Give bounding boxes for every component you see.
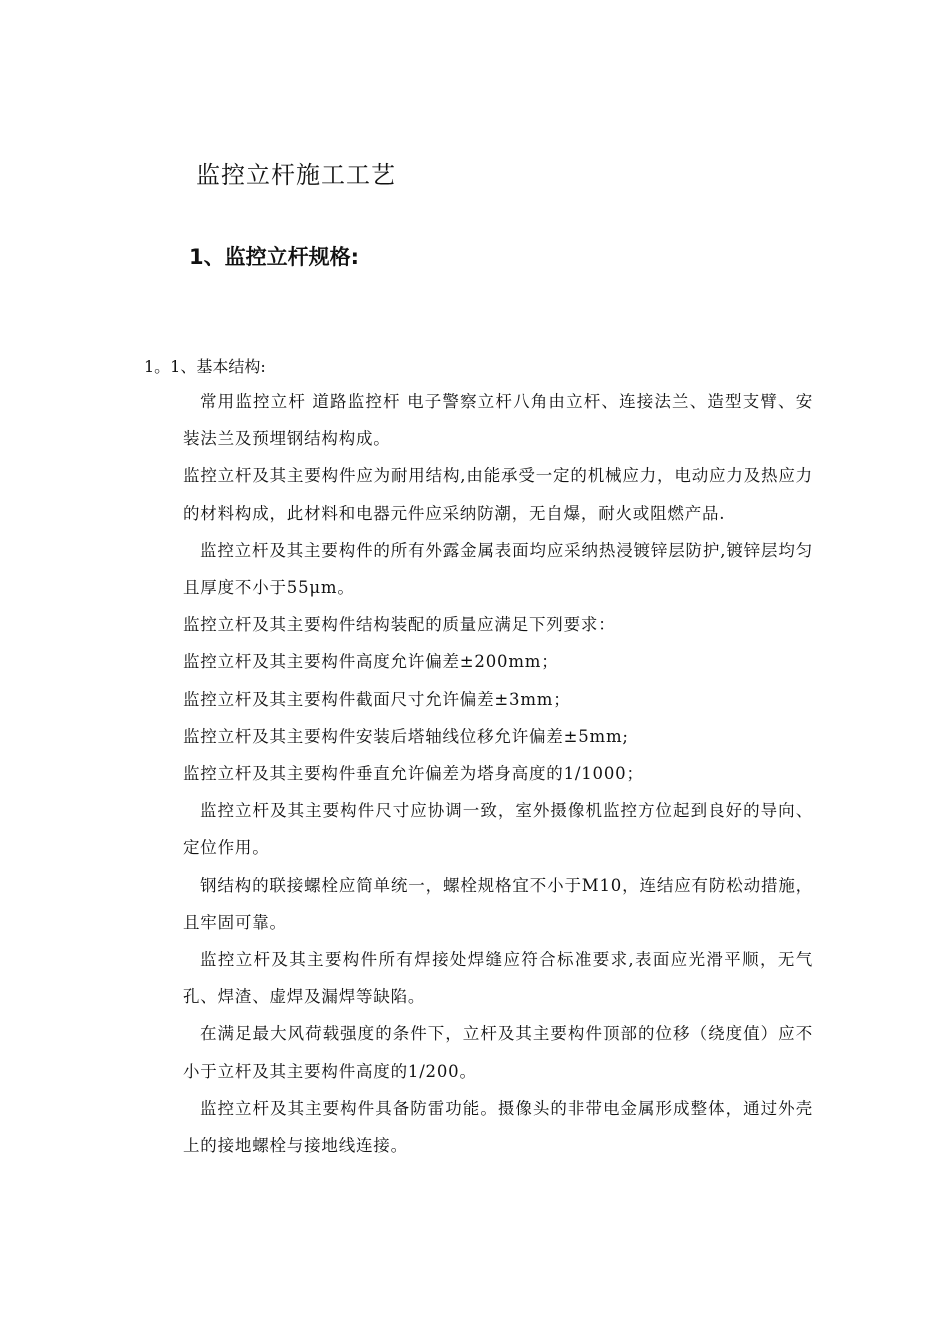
section-heading: 1、监控立杆规格:	[189, 245, 360, 269]
paragraph: 钢结构的联接螺栓应简单统一，螺栓规格宜不小于M10，连结应有防松动措施，且牢固可靠。	[183, 875, 813, 932]
paragraph: 监控立杆及其主要构件的所有外露金属表面均应采纳热浸镀锌层防护,镀锌层均匀且厚度不小于55μm。	[183, 540, 813, 598]
paragraph: 监控立杆及其主要构件垂直允许偏差为塔身高度的1/1000；	[183, 764, 644, 784]
paragraph: 常用监控立杆 道路监控杆 电子警察立杆八角由立杆、连接法兰、造型支臂、安装法兰及预埋钢结构构成。	[183, 392, 813, 449]
paragraph: 监控立杆及其主要构件所有焊接处焊缝应符合标准要求,表面应光滑平顺，无气孔、焊渣、虚焊及漏焊等缺陷。	[183, 950, 813, 1007]
paragraph: 监控立杆及其主要构件结构装配的质量应满足下列要求：	[183, 615, 616, 635]
paragraph: 监控立杆及其主要构件具备防雷功能。摄像头的非带电金属形成整体，通过外壳上的接地螺栓与接地线连接。	[183, 1098, 813, 1156]
paragraph: 监控立杆及其主要构件高度允许偏差±200mm；	[183, 652, 559, 672]
body-text	[183, 383, 813, 1164]
paragraph: 监控立杆及其主要构件尺寸应协调一致，室外摄像机监控方位起到良好的导向、定位作用。	[183, 801, 813, 858]
paragraph: 监控立杆及其主要构件安装后塔轴线位移允许偏差±5mm;	[183, 726, 629, 746]
paragraph: 监控立杆及其主要构件应为耐用结构,由能承受一定的机械应力，电动应力及热应力的材料构成，此材料和电器元件应采纳防潮，无自爆，耐火或阻燃产品.	[183, 466, 813, 523]
paragraph: 监控立杆及其主要构件截面尺寸允许偏差±3mm；	[183, 689, 571, 709]
paragraph: 在满足最大风荷载强度的条件下，立杆及其主要构件顶部的位移（绕度值）应不小于立杆及其主要构件高度的1/200。	[183, 1024, 813, 1081]
subsection-heading: 1。1、基本结构:	[144, 357, 266, 376]
document-title: 监控立杆施工工艺	[196, 161, 396, 189]
